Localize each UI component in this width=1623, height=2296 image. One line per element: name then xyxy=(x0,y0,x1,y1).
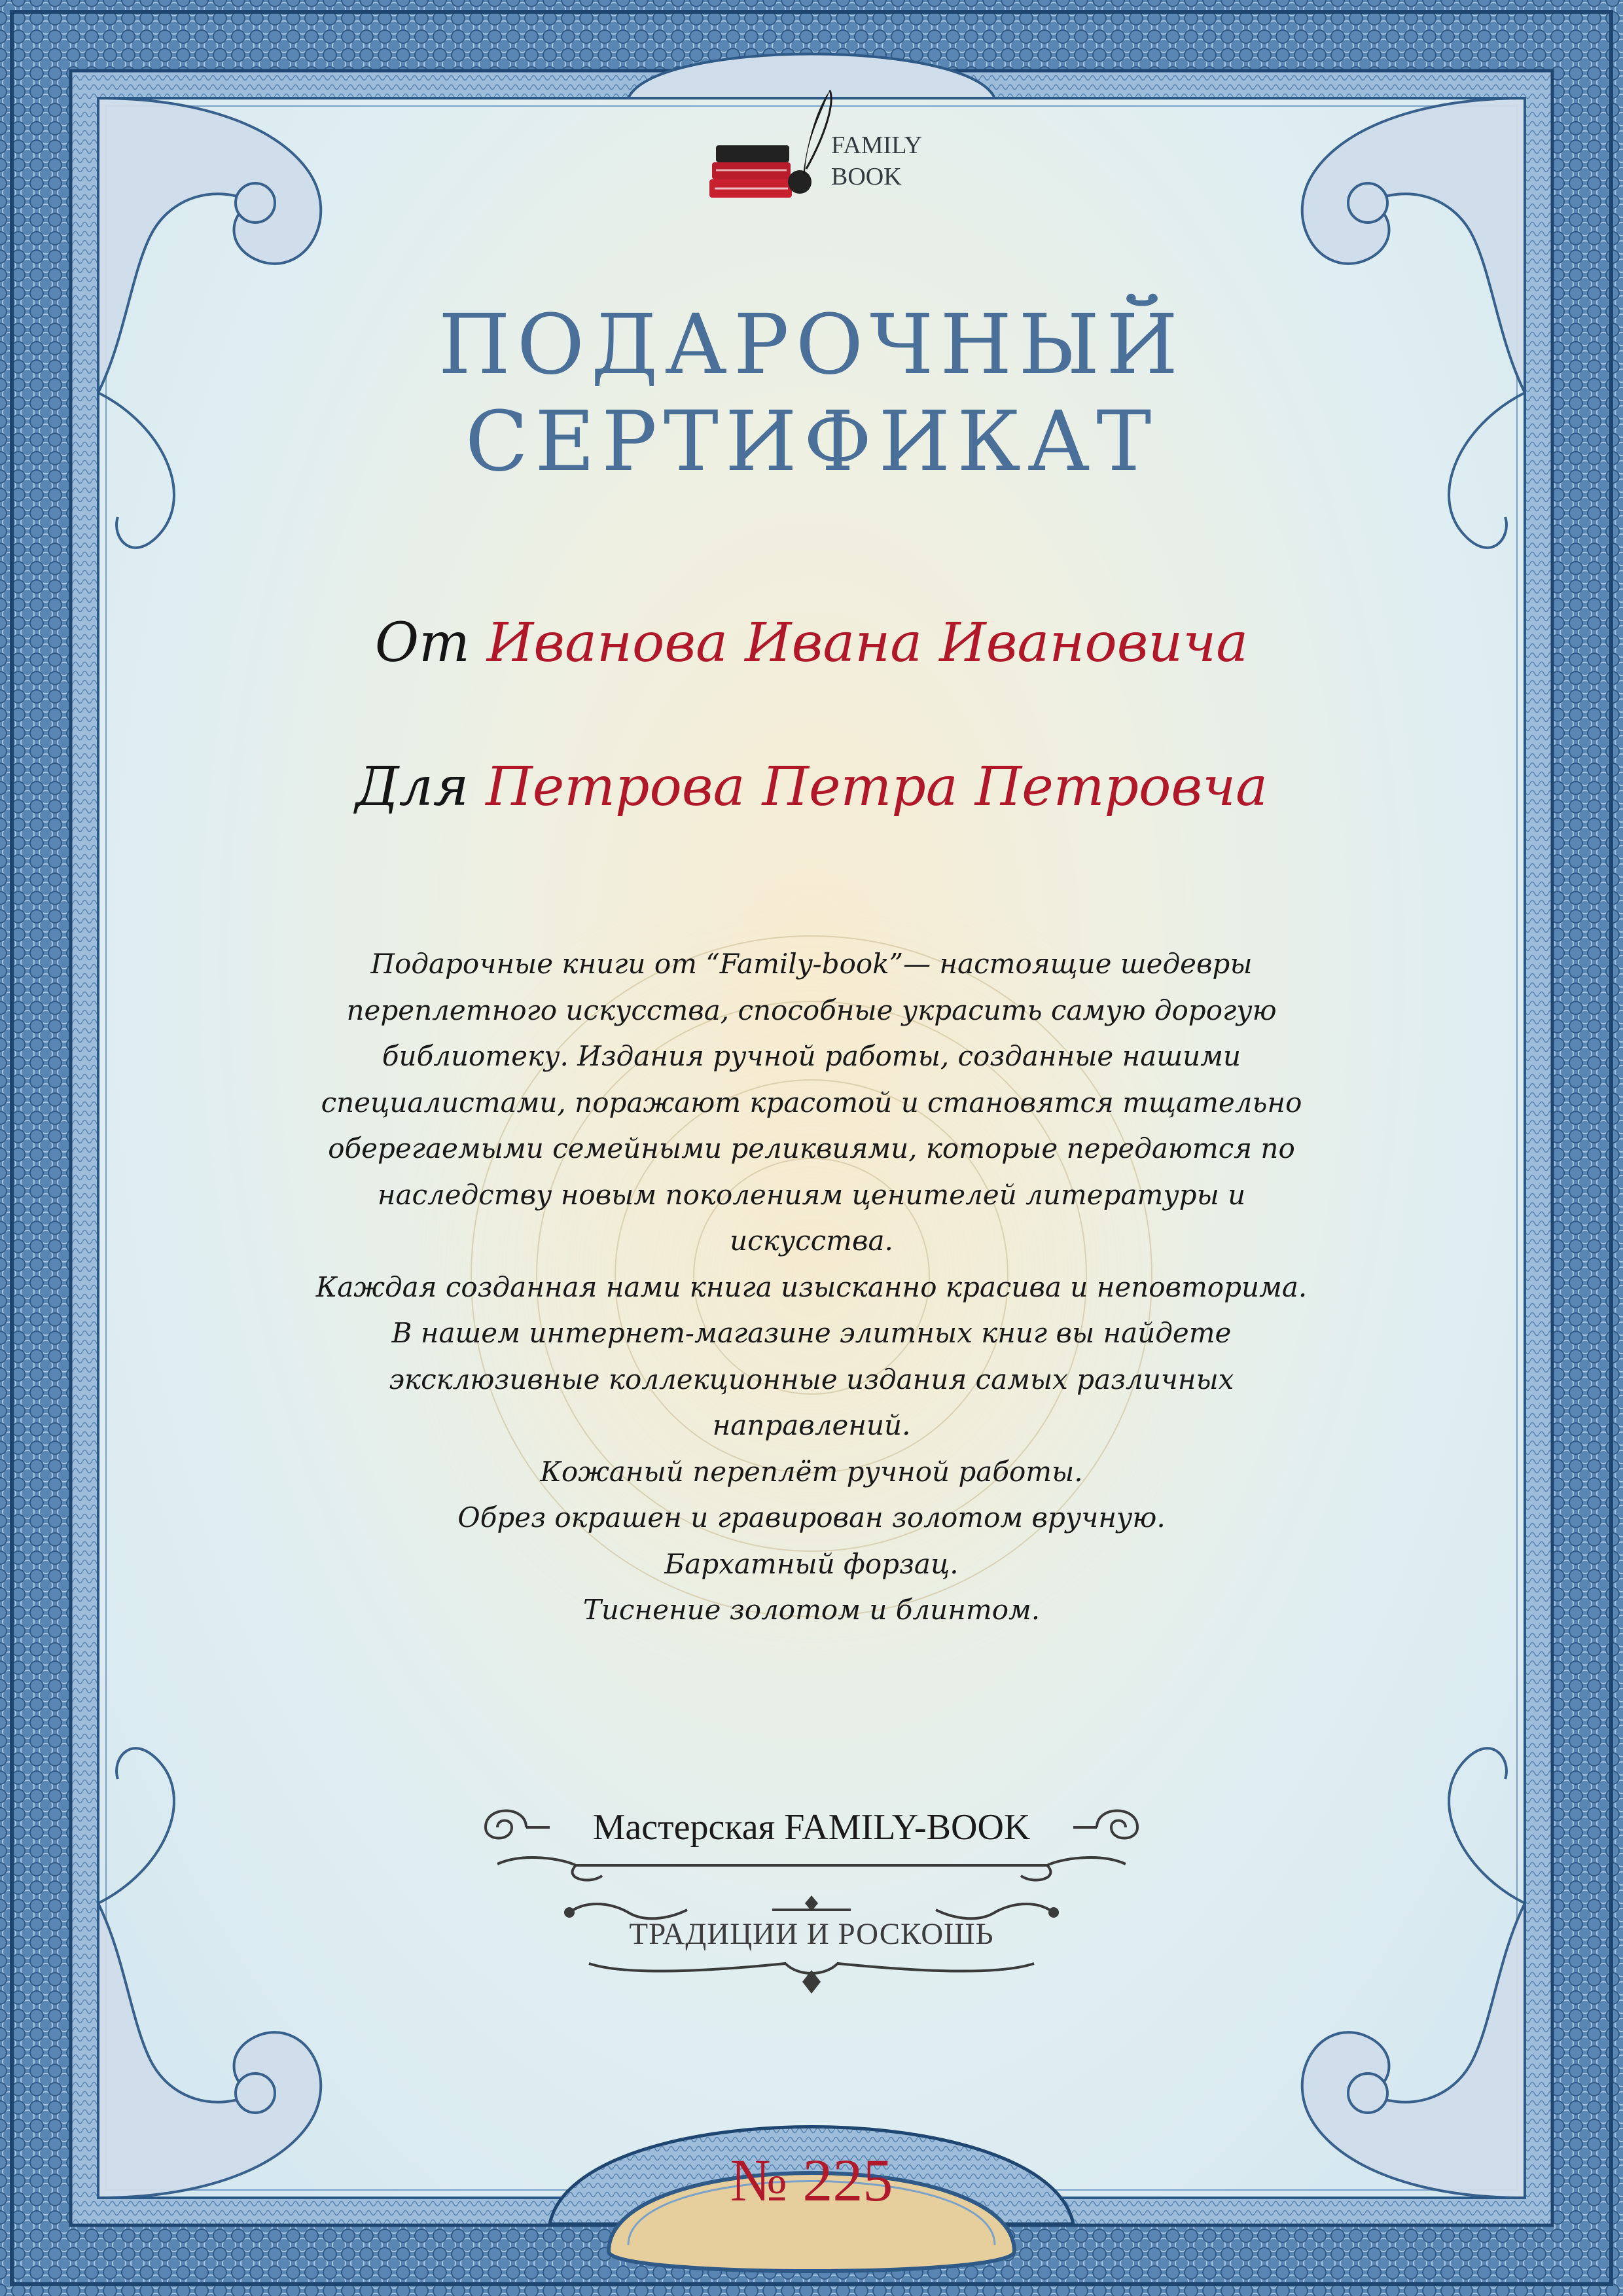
description-line: специалистами, поражают красотой и становятся тщательно xyxy=(321,1086,1302,1119)
description-line: переплетного искусства, способные украсить самую дорогую xyxy=(346,994,1277,1026)
description-line: библиотеку. Издания ручной работы, созданные нашими xyxy=(382,1040,1241,1072)
description-line: эксклюзивные коллекционные издания самых различных xyxy=(389,1363,1234,1395)
to-label: Для xyxy=(355,756,469,818)
motto: ТРАДИЦИИ И РОСКОШЬ xyxy=(629,1917,994,1951)
from-name: Иванова Ивана Ивановича xyxy=(486,612,1249,674)
description-line: В нашем интернет-магазине элитных книг вы найдете xyxy=(391,1317,1232,1349)
logo-line-family: FAMILY xyxy=(831,132,923,159)
description-line: Бархатный форзац. xyxy=(664,1547,959,1580)
certificate-number: № 225 xyxy=(730,2147,893,2214)
description-line: направлений. xyxy=(712,1409,911,1441)
description-line: Обрез окрашен и гравирован золотом вручную. xyxy=(457,1501,1166,1534)
description-line: наследству новым поколениям ценителей литературы и xyxy=(377,1178,1246,1211)
description-line: Подарочные книги от “Family-book”— настоящие шедевры xyxy=(370,948,1253,980)
from-label: От xyxy=(374,612,470,674)
title-line-2: СЕРТИФИКАТ xyxy=(465,393,1158,490)
divider-line xyxy=(497,1857,1126,1865)
logo-line-book: BOOK xyxy=(831,163,902,190)
description-line: Каждая созданная нами книга изысканно красива и неповторима. xyxy=(315,1270,1308,1303)
description-line: Тиснение золотом и блинтом. xyxy=(582,1594,1041,1626)
description-line: оберегаемыми семейными реликвиями, которые передаются по xyxy=(328,1132,1295,1164)
title-line-1: ПОДАРОЧНЫЙ xyxy=(438,296,1185,393)
to-name: Петрова Петра Петровча xyxy=(486,756,1268,818)
description-line: искусства. xyxy=(730,1225,893,1257)
workshop-name: Мастерская FAMILY-BOOK xyxy=(592,1807,1031,1848)
description-line: Кожаный переплёт ручной работы. xyxy=(540,1455,1083,1488)
